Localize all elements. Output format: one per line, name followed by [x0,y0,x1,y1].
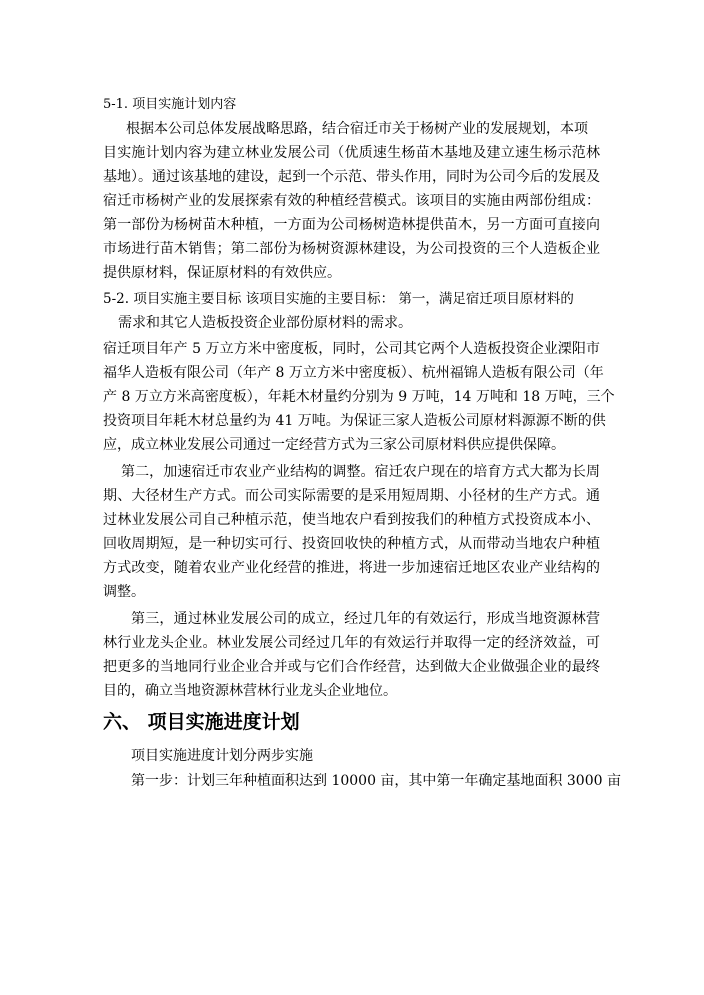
paragraph-line: 市场进行苗木销售；第二部份为杨树资源林建设，为公司投资的三个人造板企业 [103,241,600,257]
paragraph-line: 项目实施进度计划分两步实施 [131,748,313,764]
paragraph-line: 调整。 [103,584,145,600]
paragraph-line: 第一步：计划三年种植面积达到 10000 亩，其中第一年确定基地面积 3000 亩 [131,773,621,789]
paragraph-line: 第一部份为杨树苗木种植，一方面为公司杨树造林提供苗木，另一方面可直接向 [103,217,600,233]
paragraph-line: 宿迁项目年产 5 万立方米中密度板，同时，公司其它两个人造板投资企业溧阳市 [103,341,600,357]
paragraph-line: 第三，通过林业发展公司的成立，经过几年的有效运行，形成当地资源林营 [131,611,600,627]
paragraph-line: 福华人造板有限公司（年产 8 万立方米中密度板）、杭州福锦人造板有限公司（年 [103,365,604,381]
paragraph-line: 宿迁市杨树产业的发展探索有效的种植经营模式。该项目的实施由两部份组成： [103,193,600,209]
paragraph-line: 投资项目年耗木材总量约为 41 万吨。为保证三家人造板公司原材料源源不断的供 [103,413,606,429]
section-5-1-heading: 5-1. 项目实施计划内容 [103,97,237,112]
section-6-heading: 六、 项目实施进度计划 [103,711,300,733]
paragraph-line: 目实施计划内容为建立林业发展公司（优质速生杨苗木基地及建立速生杨示范林 [103,145,600,161]
paragraph-line: 产 8 万立方米高密度板），年耗木材量约分别为 9 万吨，14 万吨和 18 万吨，三个 [103,389,615,405]
paragraph-line: 期、大径材生产方式。而公司实际需要的是采用短周期、小径材的生产方式。通 [103,488,600,504]
paragraph-line: 方式改变，随着农业产业化经营的推进，将进一步加速宿迁地区农业产业结构的 [103,560,600,576]
paragraph-line: 提供原材料，保证原材料的有效供应。 [103,265,341,281]
paragraph-line: 回收周期短，是一种切实可行、投资回收快的种植方式，从而带动当地农户种植 [103,536,600,552]
paragraph-line: 目的，确立当地资源林营林行业龙头企业地位。 [103,683,397,699]
paragraph-line: 把更多的当地同行业企业合并或与它们合作经营，达到做大企业做强企业的最终 [103,659,600,675]
paragraph-line: 林行业龙头企业。林业发展公司经过几年的有效运行并取得一定的经济效益，可 [103,635,600,651]
paragraph-line: 基地）。通过该基地的建设，起到一个示范、带头作用，同时为公司今后的发展及 [103,169,600,185]
paragraph-line: 过林业发展公司自己种植示范，使当地农户看到按我们的种植方式投资成本小、 [103,512,600,528]
paragraph-line: 应，成立林业发展公司通过一定经营方式为三家公司原材料供应提供保障。 [103,437,565,453]
paragraph-line: 第二，加速宿迁市农业产业结构的调整。宿迁农户现在的培育方式大都为长周 [121,464,600,480]
paragraph-line: 根据本公司总体发展战略思路，结合宿迁市关于杨树产业的发展规划，本项 [126,121,588,137]
paragraph-line: 需求和其它人造板投资企业部份原材料的需求。 [118,315,412,331]
section-5-2-heading: 5-2. 项目实施主要目标 该项目实施的主要目标： 第一，满足宿迁项目原材料的 [103,291,574,307]
